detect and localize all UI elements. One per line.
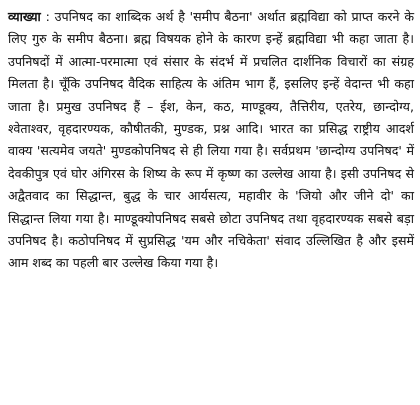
explanation-label: व्याख्या	[8, 9, 41, 24]
label-separator: :	[40, 9, 55, 24]
explanation-paragraph	[8, 6, 414, 275]
explanation-text: उपनिषद का शाब्दिक अर्थ है 'समीप बैठना' अर्थात ब्रह्मविद्या को प्राप्त करने के लिए गुरु के समीप बैठना। ब्रह्म विषयक होने के कारण इन्हें ब्रह्मविद्या भी कहा जाता है। उपनिषदों में आत्मा-परमात्मा एवं संसार के संदर्भ में प्रचलित दार्शनिक विचारों का संग्रह मिलता है। चूँकि उपनिषद वैदिक साहित्य के अंतिम भाग हैं, इसलिए इन्हें वेदान्त भी कहा जाता है। प्रमुख उपनिषद हैं – ईश, केन, कठ, माण्डूक्य, तैत्तिरीय, एतरेय, छान्दोग्य, श्वेताश्वर, वृहदारण्यक, कौषीतकी, मुण्डक, प्रश्न आदि। भारत का प्रसिद्ध राष्ट्रीय आदर्श वाक्य 'सत्यमेव जयते' मुण्डकोपनिषद से ही लिया गया है। सर्वप्रथम 'छान्दोग्य उपनिषद' में देवकीपुत्र एवं घोर अंगिरस के शिष्य के रूप में कृष्ण का उल्लेख आया है। इसी उपनिषद से अद्वैतवाद का सिद्धान्त, बुद्ध के चार आर्यसत्य, महावीर के 'जियो और जीने दो' का सिद्धान्त लिया गया है। माण्डूक्योपनिषद सबसे छोटा उपनिषद तथा वृहदारण्यक सबसे बड़ा उपनिषद है। कठोपनिषद में सुप्रसिद्ध 'यम और नचिकेता' संवाद उल्लिखित है और इसमें आम शब्द का पहली बार उल्लेख किया गया है।	[8, 9, 414, 271]
